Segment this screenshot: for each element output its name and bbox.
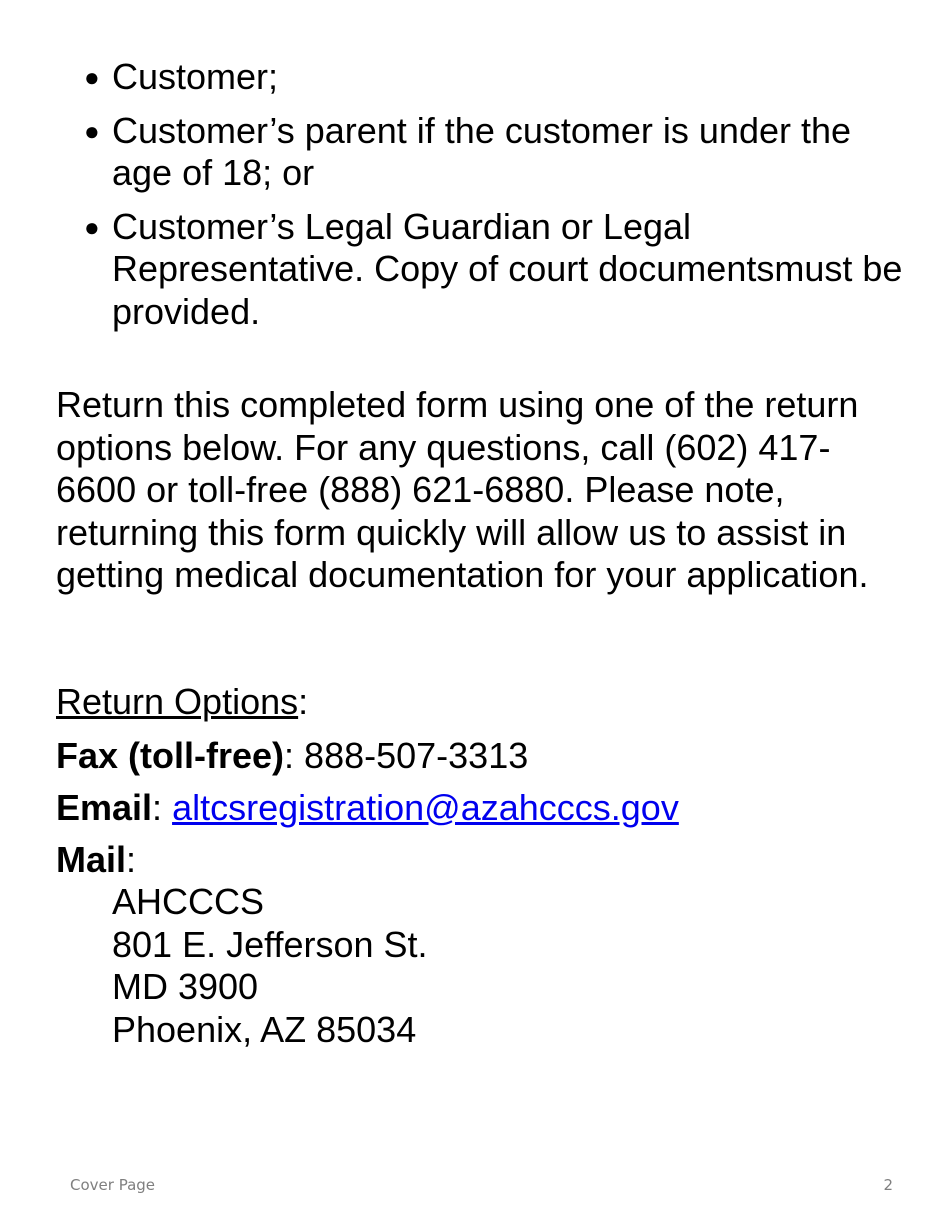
bullet-item [84,56,904,99]
email-line: Email: altcsregistration@azahcccs.gov [56,787,679,828]
bullet-text: Customer’s parent if the customer is under the age of 18; or [112,109,852,193]
bullet-text: Customer’s Legal Guardian or Legal Representative. Copy of court documentsmust be provided. [112,205,903,332]
mail-label: Mail [56,839,127,880]
email-label: Email [56,787,153,828]
return-options-heading: Return Options: [56,681,309,722]
bullet-text: Customer; [112,56,279,97]
fax-value: 888-507-3313 [304,735,529,776]
email-link[interactable]: altcsregistration@azahcccs.gov [172,787,679,828]
mail-line: Mail: [56,839,137,880]
address-line: 801 E. Jefferson St. [112,923,428,965]
bullet-list [84,56,904,344]
bullet-icon: ● [84,115,100,146]
page-number: 2 [883,1176,893,1194]
address-line: Phoenix, AZ 85034 [112,1008,417,1050]
bullet-icon: ● [84,62,100,92]
instructions-paragraph: Return this completed form using one of the return options below. For any questions, call (602) 417- 6600 or toll-free (888) 621-6880. Please note, returning this form quickly will allow us to assist in getting medical documentation for your application. [56,384,869,595]
mailing-address [112,881,428,1051]
bullet-item [84,110,904,195]
bullet-item [84,206,904,334]
return-options-title: Return Options [56,681,299,722]
footer-label: Cover Page [70,1176,156,1194]
address-line: AHCCCS [112,881,265,922]
address-line: MD 3900 [112,966,259,1007]
fax-label: Fax (toll-free) [56,735,285,776]
fax-line: Fax (toll-free): 888-507-3313 [56,735,529,776]
bullet-icon: ● [84,211,100,242]
